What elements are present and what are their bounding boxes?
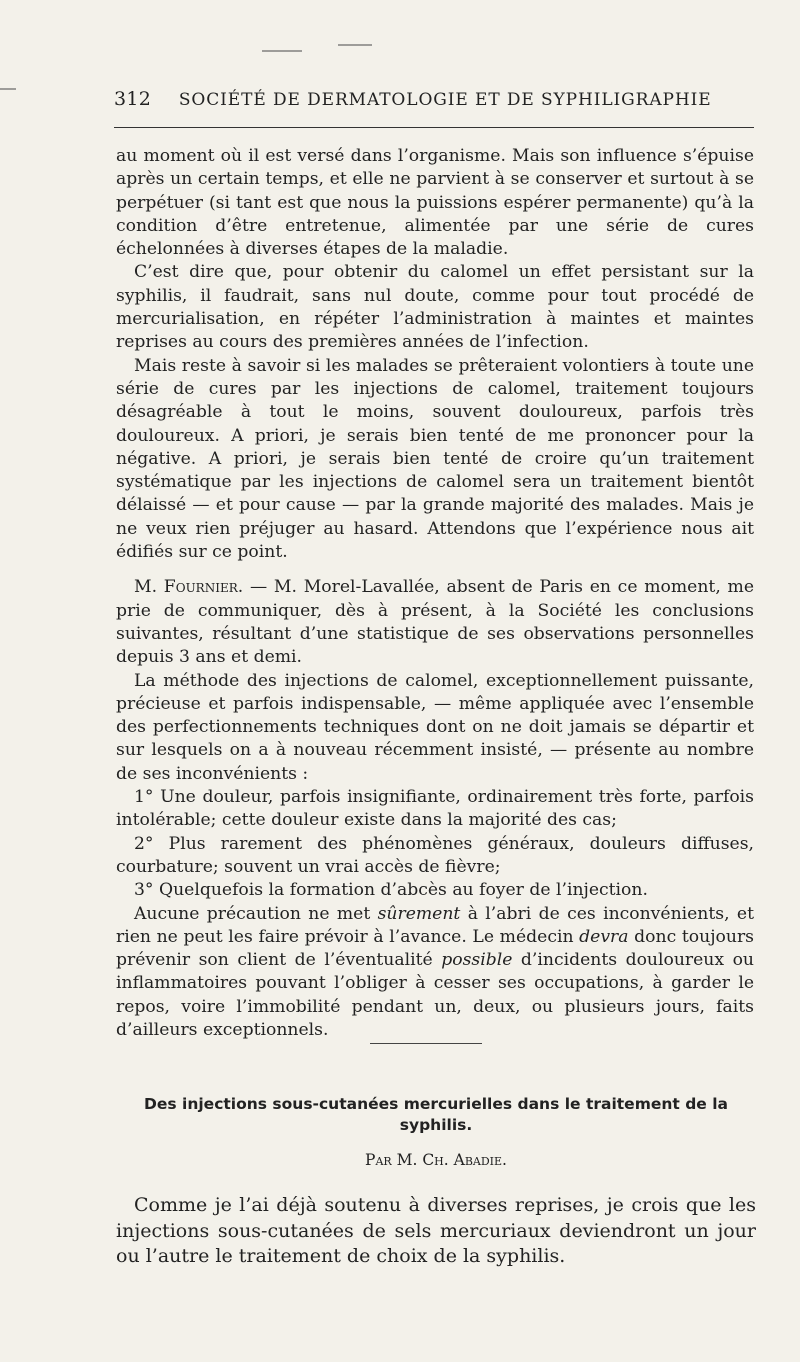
paragraph: Comme je l’ai déjà soutenu à diverses reprises, je crois que les injections sous-cutanées de sels mercuriaux deviendront un jour ou l’autre le traitement de choix de la syphilis. xyxy=(116,1194,756,1267)
list-item: 3° Quelquefois la formation d’abcès au foyer de l’injection. xyxy=(134,880,648,901)
page-number: 312 xyxy=(114,88,152,110)
list-item: 2° Plus rarement des phénomènes généraux, douleurs diffuses, courbature; souvent un vrai accès de fièvre; xyxy=(116,833,754,877)
scan-artifact xyxy=(0,88,16,90)
running-header xyxy=(114,88,754,110)
paragraph: Mais reste à savoir si les malades se prêteraient volontiers à toute une série de cures par les injections de calomel, traitement toujours désagréable à tout le moins, souvent douloureux, parfois très douloureux. A priori, je serais bien tenté de me prononcer pour la négative. A priori, je serais bien tenté de croire qu’un traitement systématique par les injections de calomel sera un traitement bientôt délaissé — et pour cause — par la grande majorité des malades. Mais je ne veux rien préjuger au hasard. Attendons que l’expérience nous ait édifiés sur ce point. xyxy=(116,355,754,563)
paragraph: C’est dire que, pour obtenir du calomel un effet persistant sur la syphilis, il faudrait, sans nul doute, comme pour tout procédé de mercurialisation, en répéter l’administration à maintes et maintes reprises au cours des premières années de l’infection. xyxy=(116,262,754,353)
text-run: Aucune précaution ne met xyxy=(134,903,378,924)
running-title: SOCIÉTÉ DE DERMATOLOGIE ET DE SYPHILIGRAPHIE xyxy=(178,90,712,110)
emphasis: devra xyxy=(579,926,629,947)
byline-text: Par M. Ch. Abadie. xyxy=(365,1151,507,1169)
speaker-paragraph xyxy=(116,576,754,669)
text-run: donc toujours prévenir son client de l’éventualité xyxy=(116,926,754,971)
paragraph xyxy=(116,903,754,1043)
speaker-name: M. Fournier. xyxy=(134,577,244,598)
emphasis: possible xyxy=(441,950,513,971)
article-intro xyxy=(116,1193,756,1270)
speaker-text: — M. Morel-Lavallée, absent de Paris en ce moment, me prie de communiquer, dès à présent, à la Société les conclusions suivantes, résultant d’une statistique de ses observations personnelles depuis 3 ans et demi. xyxy=(116,577,754,668)
header-rule xyxy=(114,127,754,128)
paragraph: au moment où il est versé dans l’organisme. Mais son influence s’épuise après un certain temps, et elle ne parvient à se conserver et surtout à se perpétuer (si tant est que nous la puissions espérer permanente) qu’à la condition d’être entretenue, alimentée par une série de cures échelonnées à diverses étapes de la maladie. xyxy=(116,146,754,260)
section-divider xyxy=(370,1043,482,1044)
body-text xyxy=(116,145,754,1042)
emphasis: sûrement xyxy=(377,903,461,924)
article-byline xyxy=(116,1151,756,1169)
text-run: d’incidents douloureux ou inflammatoires pouvant l’obliger à cesser ses occupations, à garder le repos, voire l’immobilité pendant un, deux, ou plusieurs jours, faits d’ailleurs exceptionnels. xyxy=(116,950,754,1040)
article-title: Des injections sous-cutanées mercurielles dans le traitement de la syphilis. xyxy=(144,1095,728,1134)
paragraph: La méthode des injections de calomel, exceptionnellement puissante, précieuse et parfois indispensable, — même appliquée avec l’ensemble des perfectionnements techniques dont on ne doit jamais se départir et sur lesquels on a à nouveau récemment insisté, — présente au nombre de ses inconvénients : xyxy=(116,670,754,784)
list-item: 1° Une douleur, parfois insignifiante, ordinairement très forte, parfois intolérable; cette douleur existe dans la majorité des cas; xyxy=(116,787,754,831)
text-run: à l’abri de ces inconvénients, et rien ne peut les faire prévoir à l’avance. Le médecin xyxy=(116,903,754,947)
scan-artifact xyxy=(262,50,302,52)
scan-artifact xyxy=(338,44,372,46)
